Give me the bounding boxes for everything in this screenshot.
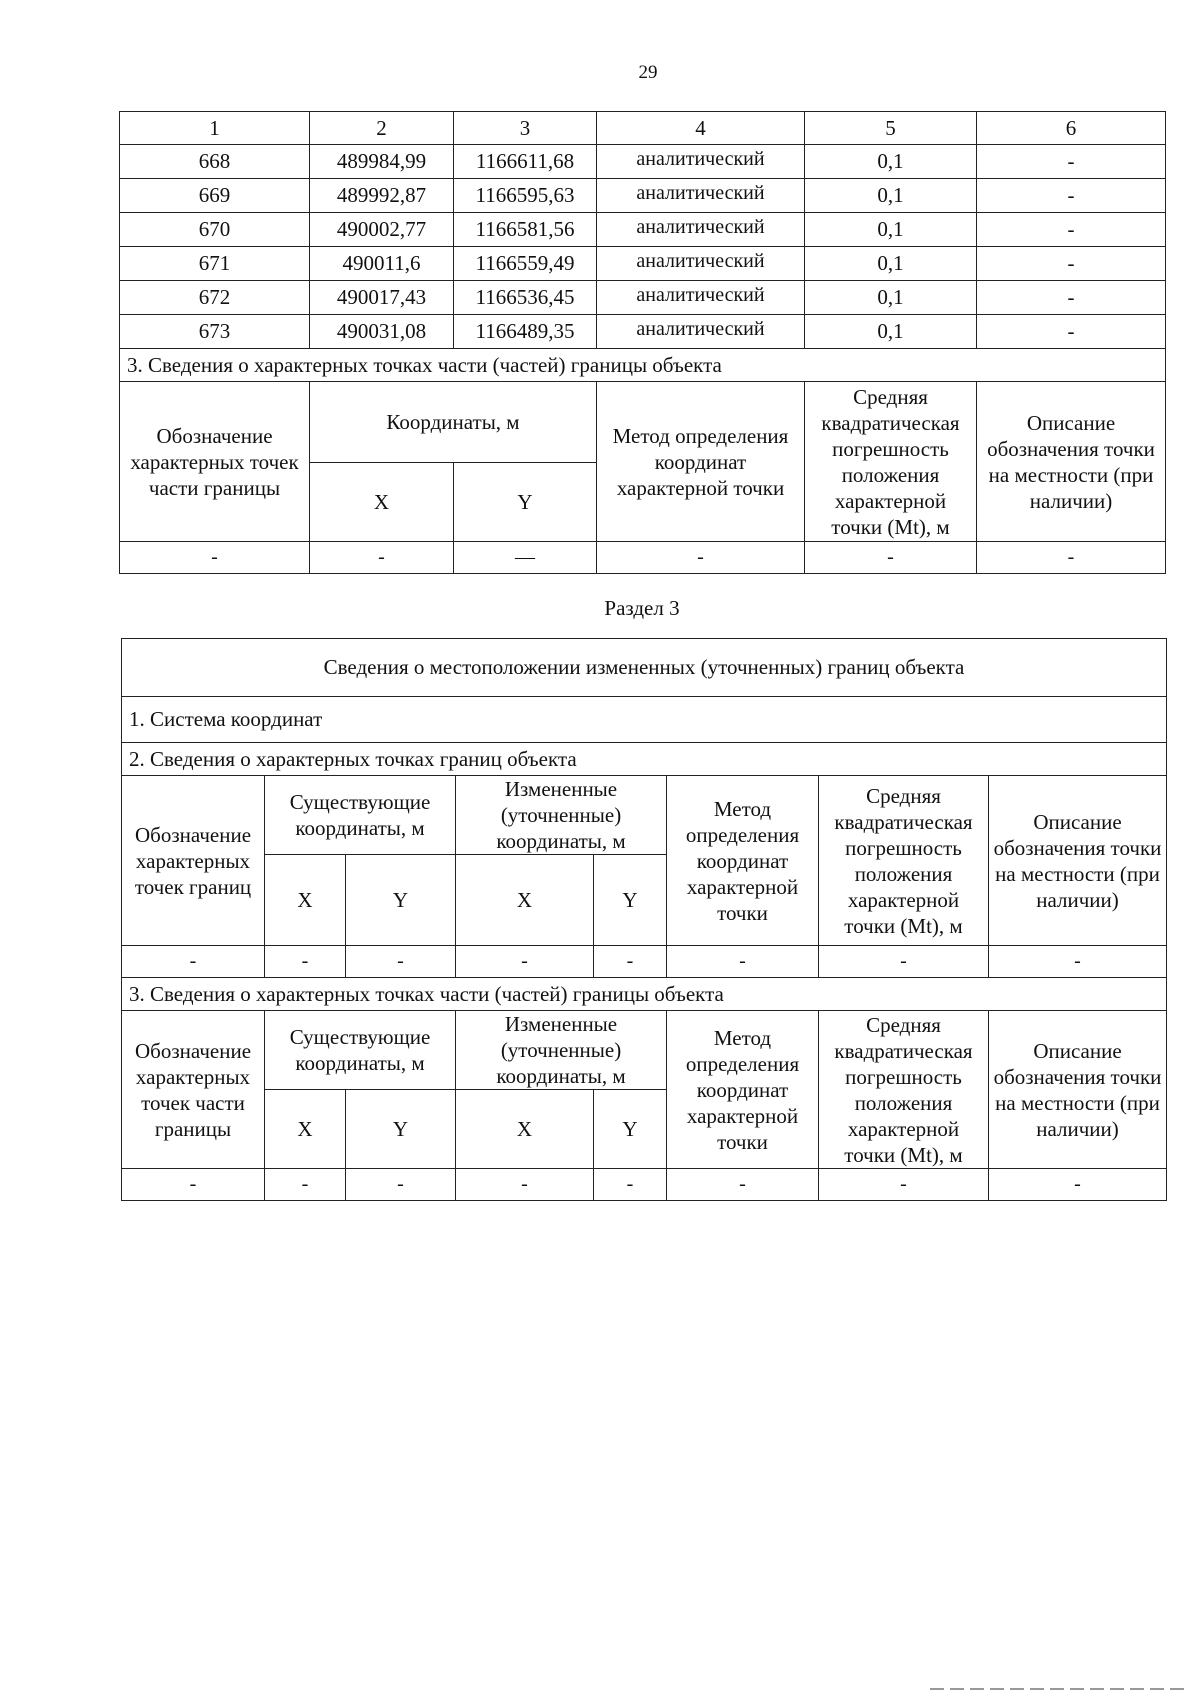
table-title: Сведения о местоположении измененных (уточненных) границ объекта [122,639,1167,697]
x-coordinate-cell: 490011,6 [310,247,454,281]
mt-cell: 0,1 [805,145,977,179]
empty-cell: - [265,946,346,978]
header-existing: Существующие координаты, м [265,1011,456,1090]
point-number-cell: 671 [120,247,310,281]
method-cell: аналитический [597,315,805,349]
part3-title-row [122,978,1167,1011]
column-number: 3 [454,112,597,145]
empty-cell: - [120,542,310,574]
y-coordinate-cell: 1166581,56 [454,213,597,247]
column-number: 4 [597,112,805,145]
point-number-cell: 669 [120,179,310,213]
part3-title: 3. Сведения о характерных точках части (частей) границы объекта [120,349,1166,382]
x-coordinate-cell: 489984,99 [310,145,454,179]
header-existing-x: X [265,855,346,946]
header-existing: Существующие координаты, м [265,776,456,855]
header-mt: Средняя квадратическая погрешность положения характерной точки (Mt), м [819,1011,989,1169]
column-number-row [120,112,1166,145]
table-row [120,247,1166,281]
x-coordinate-cell: 489992,87 [310,179,454,213]
header-existing-x: X [265,1090,346,1169]
empty-cell: - [265,1169,346,1201]
page-number: 29 [638,62,658,83]
header-designation: Обозначение характерных точек границ [122,776,265,946]
empty-cell: - [977,542,1166,574]
empty-cell: - [805,542,977,574]
y-coordinate-cell: 1166559,49 [454,247,597,281]
empty-cell: — [454,542,597,574]
header-description: Описание обозначения точки на местности (при наличии) [977,382,1166,542]
point-number-cell: 673 [120,315,310,349]
header-method: Метод определения координат характерной точки [667,1011,819,1169]
empty-cell: - [667,946,819,978]
description-cell: - [977,145,1166,179]
empty-cell: - [122,1169,265,1201]
method-cell: аналитический [597,145,805,179]
header-changed-y: Y [594,855,667,946]
part3-header-row [122,1011,1167,1090]
description-cell: - [977,213,1166,247]
empty-cell: - [989,946,1167,978]
header-y: Y [454,463,597,542]
header-existing-y: Y [346,855,456,946]
point-number-cell: 668 [120,145,310,179]
mt-cell: 0,1 [805,179,977,213]
header-method: Метод определения координат характерной точки [597,382,805,542]
header-method: Метод определения координат характерной точки [667,776,819,946]
header-mt: Средняя квадратическая погрешность положения характерной точки (Mt), м [819,776,989,946]
empty-cell: - [594,1169,667,1201]
table-row [120,145,1166,179]
header-coordinates: Координаты, м [310,382,597,463]
y-coordinate-cell: 1166595,63 [454,179,597,213]
empty-cell: - [456,1169,594,1201]
empty-cell: - [989,1169,1167,1201]
empty-cell: - [597,542,805,574]
x-coordinate-cell: 490031,08 [310,315,454,349]
column-number: 2 [310,112,454,145]
point-number-cell: 672 [120,281,310,315]
part3-title: 3. Сведения о характерных точках части (частей) границы объекта [122,978,1167,1011]
column-number: 1 [120,112,310,145]
header-description: Описание обозначения точки на местности (при наличии) [989,776,1167,946]
method-cell: аналитический [597,247,805,281]
coordinates-table [119,111,1166,574]
header-existing-y: Y [346,1090,456,1169]
table-row [120,213,1166,247]
empty-cell: - [667,1169,819,1201]
x-coordinate-cell: 490002,77 [310,213,454,247]
part3-title-row [120,349,1166,382]
description-cell: - [977,179,1166,213]
empty-cell: - [594,946,667,978]
empty-cell: - [346,946,456,978]
scan-mark [930,1688,1190,1690]
header-x: X [310,463,454,542]
header-designation: Обозначение характерных точек части границы [122,1011,265,1169]
empty-cell: - [456,946,594,978]
table-row [120,315,1166,349]
method-cell: аналитический [597,213,805,247]
header-changed-x: X [456,1090,594,1169]
x-coordinate-cell: 490017,43 [310,281,454,315]
table-row [120,179,1166,213]
section-3-title: Раздел 3 [604,596,680,620]
mt-cell: 0,1 [805,281,977,315]
empty-cell: - [346,1169,456,1201]
empty-cell: - [819,946,989,978]
table-row [120,281,1166,315]
part2-header-row [122,776,1167,855]
method-cell: аналитический [597,281,805,315]
part2-title: 2. Сведения о характерных точках границ объекта [122,743,1167,776]
part3-header-row [120,382,1166,463]
header-mt: Средняя квадратическая погрешность положения характерной точки (Mt), м [805,382,977,542]
mt-cell: 0,1 [805,315,977,349]
coord-system-row [122,697,1167,743]
part2-title-row [122,743,1167,776]
description-cell: - [977,281,1166,315]
header-changed: Измененные (уточненные) координаты, м [456,1011,667,1090]
column-number: 6 [977,112,1166,145]
method-cell: аналитический [597,179,805,213]
changed-boundaries-table [121,638,1167,1201]
empty-cell: - [310,542,454,574]
header-description: Описание обозначения точки на местности (при наличии) [989,1011,1167,1169]
part2-empty-row [122,946,1167,978]
mt-cell: 0,1 [805,247,977,281]
y-coordinate-cell: 1166536,45 [454,281,597,315]
y-coordinate-cell: 1166611,68 [454,145,597,179]
empty-cell: - [819,1169,989,1201]
header-changed: Измененные (уточненные) координаты, м [456,776,667,855]
column-number: 5 [805,112,977,145]
part3-empty-row [122,1169,1167,1201]
description-cell: - [977,247,1166,281]
header-designation: Обозначение характерных точек части границы [120,382,310,542]
point-number-cell: 670 [120,213,310,247]
table-title-row [122,639,1167,697]
y-coordinate-cell: 1166489,35 [454,315,597,349]
mt-cell: 0,1 [805,213,977,247]
header-changed-y: Y [594,1090,667,1169]
empty-cell: - [122,946,265,978]
coord-system-label: 1. Система координат [122,697,1167,743]
description-cell: - [977,315,1166,349]
part3-empty-row [120,542,1166,574]
header-changed-x: X [456,855,594,946]
